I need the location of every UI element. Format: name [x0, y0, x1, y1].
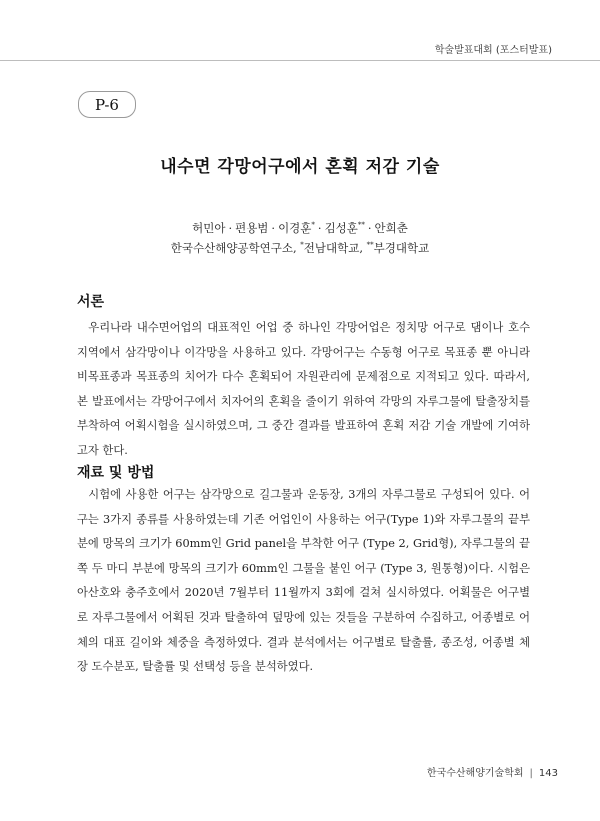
author-name: 김성훈 [324, 221, 358, 235]
page-number: 143 [538, 768, 558, 779]
methods-paragraph: 시험에 사용한 어구는 삼각망으로 길그물과 운동장, 3개의 자루그물로 구성되어 있다. 어구는 3가지 종류를 사용하였는데 기존 어업인이 사용하는 어구(Type 1)와 자루그물의 끝부분에 망목의 크기가 60mm인 Grid panel을 부착한 어구 (Type 2, Grid형), 자루그물의 끝쪽 두 마디 부분에 망목의 크기가 60mm인 그물을 붙인 어구 (Type 3, 원통형)이다. 시험은 아산호와 충주호에서 2020년 7월부터 11월까지 3회에 걸쳐 실시하였다. 어획물은 어구별로 자루그물에서 어획된 것과 탈출하여 덮망에 있는 것들을 구분하여 수집하고, 어종별로 어체의 대표 길이와 체중을 측정하였다. 결과 분석에서는 어구별로 탈출률, 종조성, 어종별 체장 도수분포, 탈출률 및 선택성 등을 분석하였다. [77, 488, 530, 674]
affiliation-mark: * [300, 241, 304, 250]
author-mark: * [311, 221, 315, 230]
author-separator: · [367, 221, 372, 235]
running-header: 학술발표대회 (포스터발표) [434, 45, 552, 56]
author-name: 이경훈 [278, 221, 312, 235]
author-separator: · [317, 221, 322, 235]
intro-paragraph: 우리나라 내수면어업의 대표적인 어업 중 하나인 각망어업은 정치망 어구로 댐이나 호수 지역에서 삼각망이나 이각망을 사용하고 있다. 각망어구는 수동형 어구로 목표종 뿐 아니라 비목표종과 목표종의 치어가 다수 혼획되어 자원관리에 문제점으로 지적되고 있다. 따라서, 본 발표에서는 각망어구에서 치자어의 혼획을 줄이기 위하여 각망의 자루그물에 탈출장치를 부착하여 어획시험을 실시하였으며, 그 중간 결과를 발표하여 혼획 저감 기술 개발에 기여하고자 한다. [77, 321, 530, 457]
author-name: 편용범 [235, 221, 269, 235]
author-name: 허민아 [192, 221, 226, 235]
footer-separator: | [529, 768, 533, 779]
poster-id-badge: P-6 [78, 91, 136, 118]
author-mark: ** [357, 221, 365, 230]
author-list [0, 220, 600, 236]
methods-heading: 재료 및 방법 [77, 465, 155, 481]
affiliation-name: 전남대학교, [303, 241, 367, 255]
affiliation-mark: ** [366, 241, 374, 250]
affiliation-name: 부경대학교 [373, 241, 430, 255]
author-separator: · [271, 221, 276, 235]
paper-title: 내수면 각망어구에서 혼획 저감 기술 [160, 157, 440, 177]
author-name: 안희춘 [374, 221, 408, 235]
footer-society: 한국수산해양기술학회 [426, 768, 524, 779]
intro-heading: 서론 [77, 294, 105, 310]
affiliation-list [0, 240, 600, 256]
page-footer [427, 764, 558, 779]
affiliation-name: 한국수산해양공학연구소, [170, 241, 301, 255]
header-divider [0, 60, 600, 61]
author-separator: · [228, 221, 233, 235]
